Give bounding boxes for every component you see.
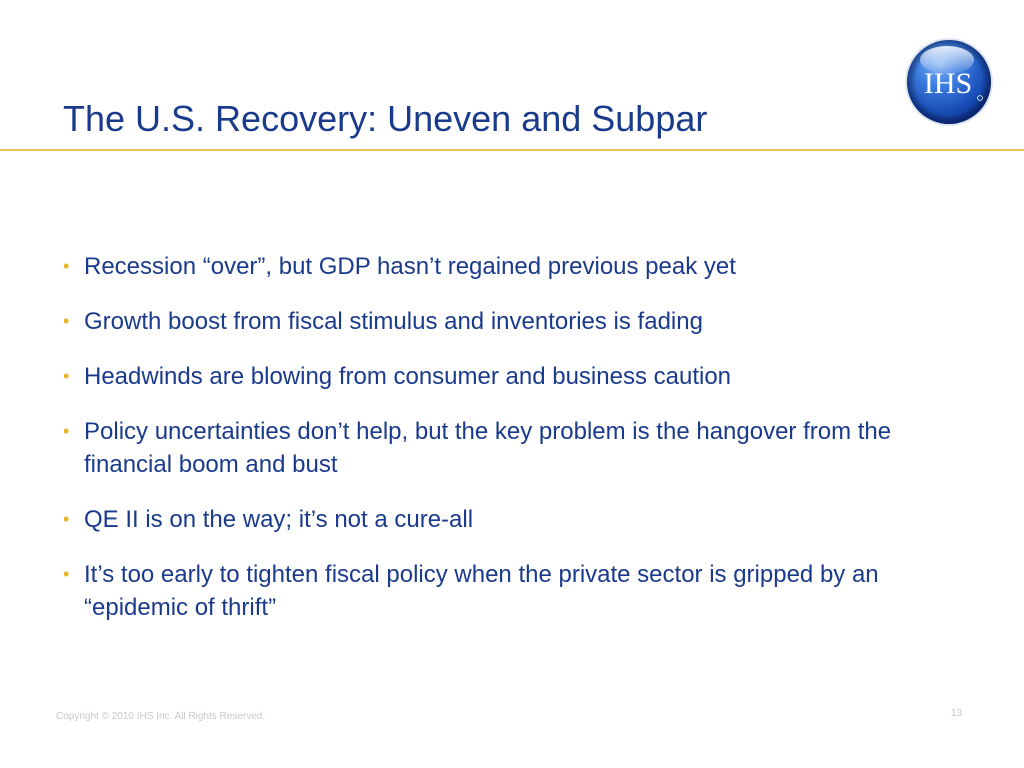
- logo-text: IHS: [923, 67, 973, 100]
- bullet-icon: •: [63, 421, 70, 441]
- page-number: 13: [951, 708, 963, 719]
- bullet-icon: •: [63, 366, 70, 386]
- bullet-text: QE II is on the way; it’s not a cure-all: [84, 506, 474, 533]
- slide-title: The U.S. Recovery: Uneven and Subpar: [63, 98, 708, 139]
- bullet-icon: •: [63, 256, 70, 276]
- bullet-text: Headwinds are blowing from consumer and business caution: [84, 363, 732, 390]
- bullet-item: [63, 305, 963, 338]
- bullet-icon: •: [63, 509, 70, 529]
- bullet-icon: •: [63, 564, 70, 584]
- bullet-icon: •: [63, 311, 70, 331]
- title-divider: [0, 149, 1024, 151]
- bullet-text: Recession “over”, but GDP hasn’t regained previous peak yet: [84, 253, 736, 280]
- bullet-item: [63, 250, 963, 283]
- bullet-text: It’s too early to tighten fiscal policy when the private sector is gripped by an “epidemic of thrift”: [84, 561, 879, 621]
- bullet-item: [63, 558, 963, 624]
- copyright-text: Copyright © 2010 IHS Inc. All Rights Reserved.: [56, 711, 266, 722]
- bullet-item: [63, 415, 963, 481]
- bullet-text: Growth boost from fiscal stimulus and inventories is fading: [84, 308, 703, 335]
- bullet-list: [63, 250, 963, 646]
- bullet-item: [63, 503, 963, 536]
- bullet-text: Policy uncertainties don’t help, but the key problem is the hangover from the financial boom and bust: [84, 418, 892, 478]
- ihs-logo: [903, 36, 995, 128]
- bullet-item: [63, 360, 963, 393]
